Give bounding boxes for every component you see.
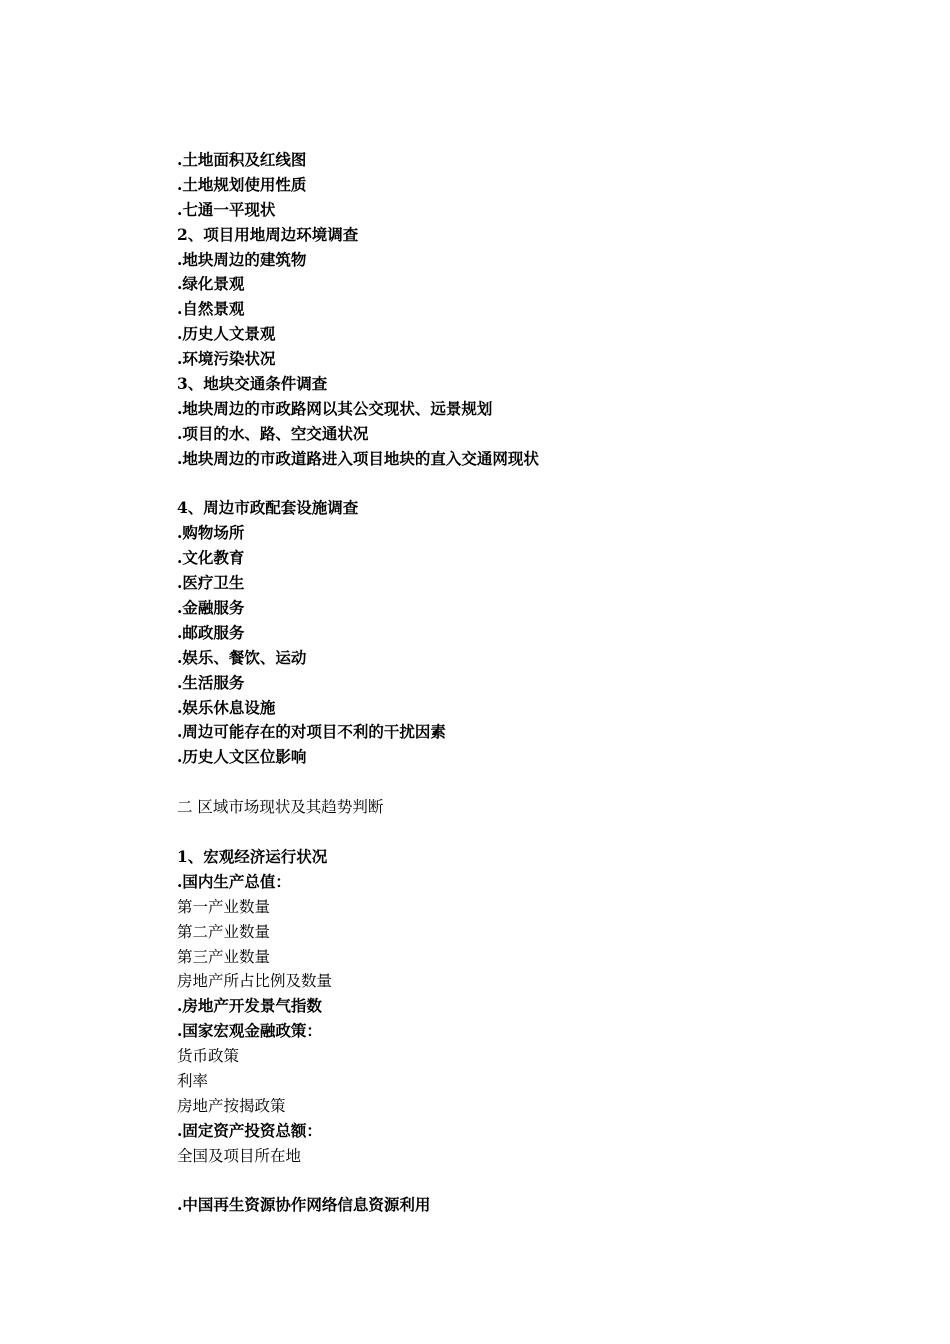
text-line: .邮政服务 bbox=[177, 622, 245, 642]
text-line: .地块周边的建筑物 bbox=[177, 249, 307, 269]
blank-line bbox=[177, 472, 897, 497]
text-line: 利率 bbox=[177, 1071, 209, 1090]
text-line: 1、宏观经济运行状况 bbox=[177, 846, 328, 866]
text-line: 全国及项目所在地 bbox=[177, 1146, 302, 1165]
text-line: .固定资产投资总额： bbox=[177, 1120, 322, 1140]
text-line: .金融服务 bbox=[177, 598, 245, 618]
text-line: 2、项目用地周边环境调查 bbox=[177, 224, 359, 244]
text-line: .娱乐休息设施 bbox=[177, 697, 276, 717]
document-page bbox=[177, 148, 897, 1218]
text-line: .七通一平现状 bbox=[177, 199, 276, 219]
text-line: 房地产按揭政策 bbox=[177, 1096, 286, 1115]
text-line: 3、地块交通条件调查 bbox=[177, 374, 328, 394]
text-line: 二 区域市场现状及其趋势判断 bbox=[177, 798, 384, 817]
text-line: .地块周边的市政路网以其公交现状、远景规划 bbox=[177, 398, 493, 418]
text-line: .项目的水、路、空交通状况 bbox=[177, 423, 369, 443]
text-line: .医疗卫生 bbox=[177, 573, 245, 593]
blank-line bbox=[177, 770, 897, 795]
text-line: .环境污染状况 bbox=[177, 349, 276, 369]
text-line: .自然景观 bbox=[177, 299, 245, 319]
text-line: 第二产业数量 bbox=[177, 922, 271, 941]
text-line: .购物场所 bbox=[177, 523, 245, 543]
text-line: 第三产业数量 bbox=[177, 947, 271, 966]
text-line: 4、周边市政配套设施调查 bbox=[177, 498, 359, 518]
text-line: .生活服务 bbox=[177, 672, 245, 692]
blank-line bbox=[177, 820, 897, 845]
text-line: .文化教育 bbox=[177, 548, 245, 568]
text-line: .中国再生资源协作网络信息资源利用 bbox=[177, 1195, 431, 1215]
text-line: 货币政策 bbox=[177, 1047, 240, 1066]
text-line: .房地产开发景气指数 bbox=[177, 996, 322, 1016]
text-line: .土地面积及红线图 bbox=[177, 150, 307, 169]
blank-line bbox=[177, 1169, 897, 1194]
text-line: 第一产业数量 bbox=[177, 897, 271, 916]
text-line: .国内生产总值： bbox=[177, 871, 291, 891]
text-line: .地块周边的市政道路进入项目地块的直入交通网现状 bbox=[177, 448, 539, 468]
text-line: .国家宏观金融政策： bbox=[177, 1021, 322, 1041]
text-line: .历史人文区位影响 bbox=[177, 747, 307, 767]
text-line: .土地规划使用性质 bbox=[177, 174, 307, 194]
text-line: .历史人文景观 bbox=[177, 324, 276, 344]
text-line: .绿化景观 bbox=[177, 274, 245, 294]
text-line: 房地产所占比例及数量 bbox=[177, 972, 333, 991]
text-line: .娱乐、餐饮、运动 bbox=[177, 647, 307, 667]
text-line: .周边可能存在的对项目不利的干扰因素 bbox=[177, 722, 446, 742]
